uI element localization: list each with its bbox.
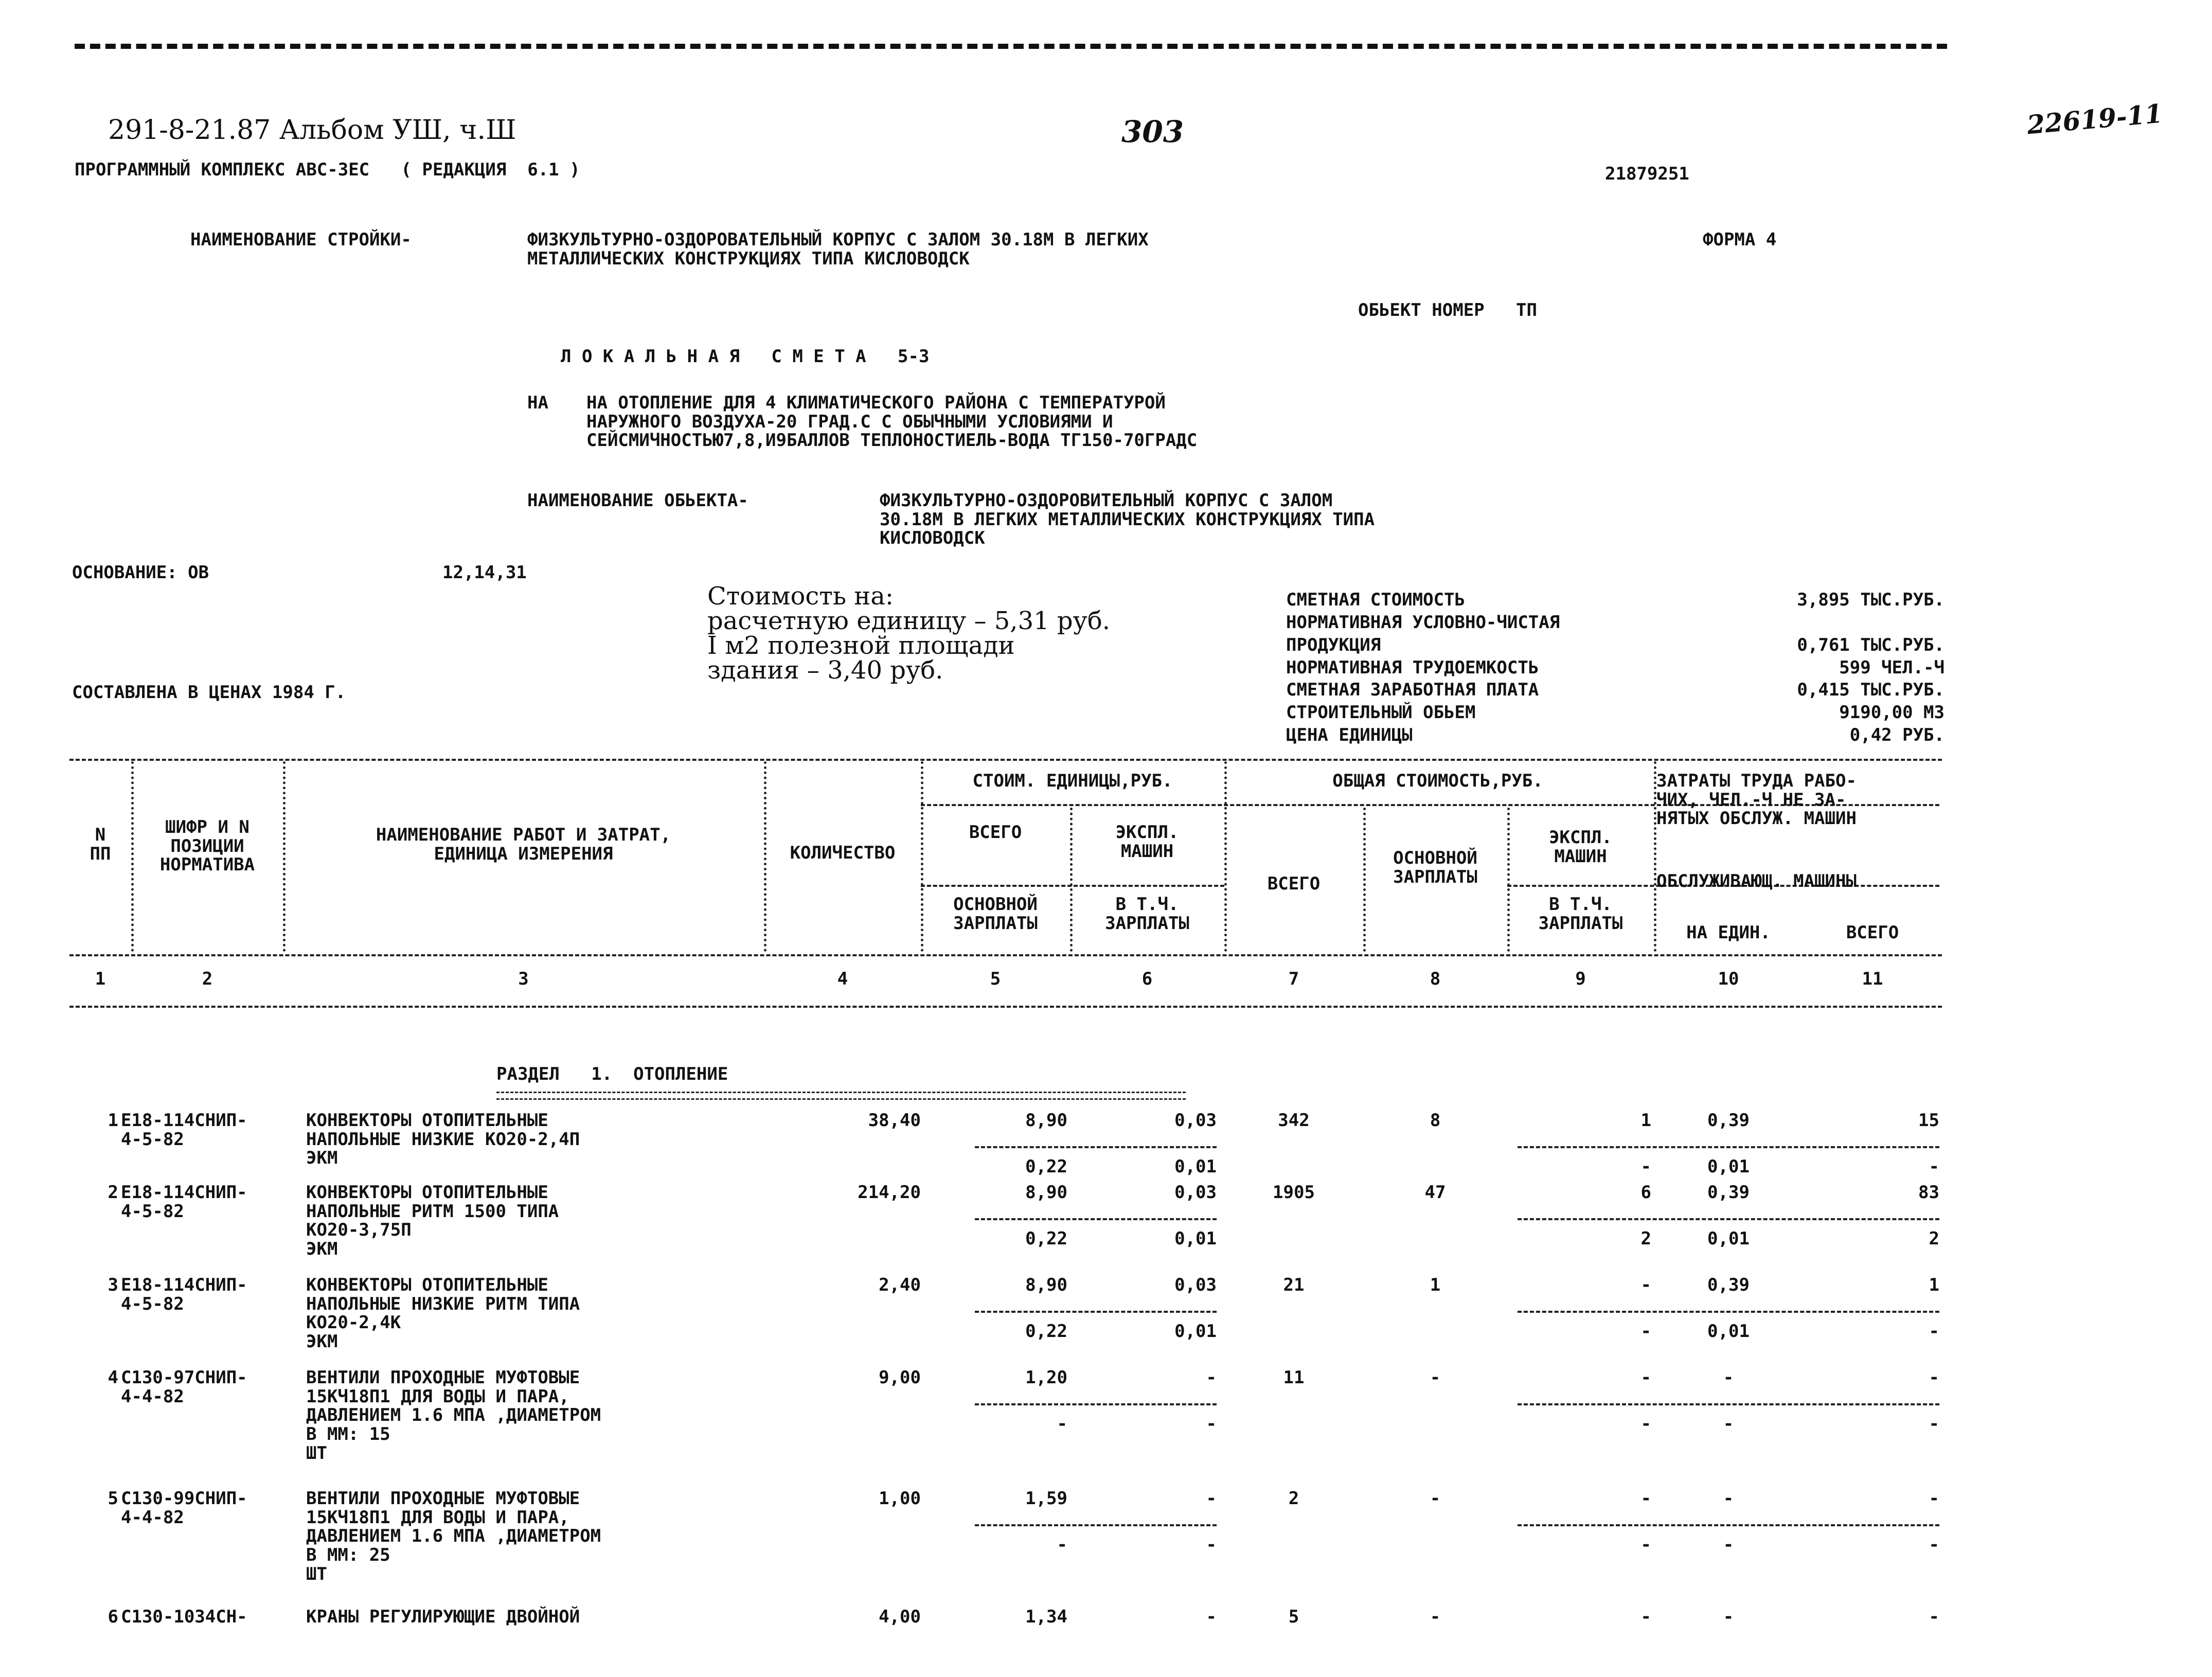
- row-sum-wages: -: [1430, 1488, 1441, 1509]
- row-unit-machines: -: [1206, 1607, 1217, 1627]
- row-unit-machines: -: [1206, 1488, 1217, 1509]
- row-sum-total: 21: [1283, 1275, 1305, 1295]
- row-sum-machines: -: [1640, 1607, 1651, 1627]
- col-header-10: НА ЕДИН.: [1686, 922, 1771, 943]
- row-unit-total: 1,59: [1025, 1488, 1067, 1509]
- row-labor-total-machines: -: [1929, 1535, 1939, 1555]
- row-labor-total-machines: -: [1929, 1156, 1939, 1177]
- section-title: РАЗДЕЛ 1. ОТОПЛЕНИЕ: [496, 1064, 728, 1084]
- col-header-n: N ПП: [90, 825, 111, 864]
- row-labor-total: 83: [1918, 1182, 1939, 1203]
- section-underline: [496, 1092, 1186, 1100]
- col-header-11: ВСЕГО: [1846, 922, 1899, 943]
- row-sum-total: 1905: [1273, 1182, 1315, 1203]
- row-unit-machines: -: [1206, 1367, 1217, 1388]
- row-name: ВЕНТИЛИ ПРОХОДНЫЕ МУФТОВЫЕ 15КЧ18П1 ДЛЯ ВОДЫ И ПАРА, ДАВЛЕНИЕМ 1.6 МПА ,ДИАМЕТРОМ В ММ: 25 ШТ: [306, 1488, 601, 1584]
- col-header-5b: ОСНОВНОЙ ЗАРПЛАТЫ: [953, 894, 1038, 934]
- row-sum-machine-wages: -: [1640, 1156, 1651, 1177]
- row-sum-total: 11: [1283, 1367, 1305, 1388]
- col-header-9a: ЭКСПЛ. МАШИН: [1549, 827, 1612, 867]
- row-code: Е18-114СНИП- 4-5-82: [121, 1275, 247, 1314]
- estimate-title: Л О К А Л Ь Н А Я С М Е Т А 5-3: [561, 346, 930, 367]
- prices-label: СОСТАВЛЕНА В ЦЕНАХ 1984 Г.: [72, 682, 346, 703]
- row-subrule: [1518, 1311, 1939, 1313]
- row-sum-machine-wages: 2: [1640, 1228, 1651, 1249]
- row-name: КРАНЫ РЕГУЛИРУЮЩИЕ ДВОЙНОЙ: [306, 1607, 580, 1627]
- estimate-on-label: НА: [527, 393, 548, 413]
- row-number: 5: [108, 1488, 118, 1509]
- col-number: 9: [1575, 969, 1586, 989]
- row-sum-wages: 8: [1430, 1110, 1441, 1131]
- row-subrule: [975, 1218, 1217, 1220]
- row-labor-unit: 0,39: [1707, 1275, 1750, 1295]
- row-code: Е18-114СНИП- 4-5-82: [121, 1110, 247, 1150]
- row-unit-machine-wages: 0,01: [1174, 1228, 1217, 1249]
- row-sum-machine-wages: -: [1640, 1321, 1651, 1342]
- table-rule-top: [69, 759, 1942, 761]
- row-sum-machines: 6: [1640, 1182, 1651, 1203]
- row-number: 3: [108, 1275, 118, 1295]
- row-labor-total: -: [1929, 1607, 1939, 1627]
- basis-value: 12,14,31: [442, 562, 527, 583]
- col-header-9b: В Т.Ч. ЗАРПЛАТЫ: [1538, 894, 1623, 934]
- construction-name: ФИЗКУЛЬТУРНО-ОЗДОРОВАТЕЛЬНЫЙ КОРПУС С ЗАЛОМ 30.18М В ЛЕГКИХ МЕТАЛЛИЧЕСКИХ КОНСТРУКЦИЯХ ТИПА КИСЛОВОДСК: [527, 229, 1149, 269]
- row-unit-machines: 0,03: [1174, 1110, 1217, 1131]
- object-name: ФИЗКУЛЬТУРНО-ОЗДОРОВИТЕЛЬНЫЙ КОРПУС С ЗАЛОМ 30.18М В ЛЕГКИХ МЕТАЛЛИЧЕСКИХ КОНСТРУКЦИЯХ ТИПА КИСЛОВОДСК: [880, 490, 1375, 549]
- col-header-5a: ВСЕГО: [969, 822, 1022, 843]
- top-dashed-border: [75, 44, 1947, 49]
- table-rule-sub2: [921, 885, 1224, 887]
- col-number: 10: [1718, 969, 1739, 989]
- doc-number: 21879251: [1605, 164, 1689, 184]
- row-unit-wages: -: [1057, 1414, 1067, 1434]
- row-sum-total: 342: [1278, 1110, 1310, 1131]
- row-subrule: [1518, 1218, 1939, 1220]
- row-quantity: 9,00: [879, 1367, 921, 1388]
- row-labor-unit: -: [1723, 1607, 1734, 1627]
- object-label: НАИМЕНОВАНИЕ ОБЬЕКТА-: [527, 490, 748, 511]
- row-quantity: 38,40: [868, 1110, 921, 1131]
- row-sum-machine-wages: -: [1640, 1535, 1651, 1555]
- row-unit-machine-wages: -: [1206, 1535, 1217, 1555]
- row-unit-wages: 0,22: [1025, 1156, 1067, 1177]
- row-subrule: [1518, 1403, 1939, 1405]
- col-number: 6: [1141, 969, 1153, 989]
- row-subrule: [975, 1524, 1217, 1526]
- col-header-6b: В Т.Ч. ЗАРПЛАТЫ: [1105, 894, 1189, 934]
- construction-label: НАИМЕНОВАНИЕ СТРОЙКИ-: [190, 229, 412, 250]
- col-header-7: ВСЕГО: [1267, 873, 1321, 894]
- col-header-6a: ЭКСПЛ. МАШИН: [1115, 822, 1179, 862]
- row-name: ВЕНТИЛИ ПРОХОДНЫЕ МУФТОВЫЕ 15КЧ18П1 ДЛЯ ВОДЫ И ПАРА, ДАВЛЕНИЕМ 1.6 МПА ,ДИАМЕТРОМ В ММ: 15 ШТ: [306, 1367, 601, 1464]
- row-number: 6: [108, 1607, 118, 1627]
- table-rule-numbers-bottom: [69, 1006, 1942, 1008]
- row-sum-machines: -: [1640, 1275, 1651, 1295]
- col-header-labor: ЗАТРАТЫ ТРУДА РАБО- ЧИХ, ЧЕЛ.-Ч НЕ ЗА- НЯТЫХ ОБСЛУЖ. МАШИН: [1656, 771, 1857, 829]
- row-number: 2: [108, 1182, 118, 1203]
- row-unit-machines: 0,03: [1174, 1275, 1217, 1295]
- row-unit-total: 1,34: [1025, 1607, 1067, 1627]
- form-label: ФОРМА 4: [1703, 229, 1777, 250]
- album-reference: 291-8-21.87 Альбом УШ, ч.Ш: [108, 115, 516, 146]
- row-unit-wages: -: [1057, 1535, 1067, 1555]
- row-unit-total: 8,90: [1025, 1275, 1067, 1295]
- row-labor-unit-machines: 0,01: [1707, 1228, 1750, 1249]
- row-labor-total-machines: -: [1929, 1414, 1939, 1434]
- row-sum-wages: -: [1430, 1607, 1441, 1627]
- row-sum-wages: 1: [1430, 1275, 1441, 1295]
- row-labor-total: 1: [1929, 1275, 1939, 1295]
- row-quantity: 1,00: [879, 1488, 921, 1509]
- row-unit-machines: 0,03: [1174, 1182, 1217, 1203]
- row-labor-unit-machines: -: [1723, 1535, 1734, 1555]
- program-line: ПРОГРАММНЫЙ КОМПЛЕКС АВС-3ЕС ( РЕДАКЦИЯ 6.1 ): [75, 159, 580, 180]
- col-number: 4: [837, 969, 848, 989]
- row-unit-total: 8,90: [1025, 1110, 1067, 1131]
- row-subrule: [1518, 1524, 1939, 1526]
- row-code: С130-97СНИП- 4-4-82: [121, 1367, 247, 1407]
- row-number: 4: [108, 1367, 118, 1388]
- handwritten-code: 22619-11: [2025, 98, 2164, 140]
- col-number: 5: [990, 969, 1001, 989]
- row-code: Е18-114СНИП- 4-5-82: [121, 1182, 247, 1222]
- row-labor-unit-machines: 0,01: [1707, 1156, 1750, 1177]
- col-header-8: ОСНОВНОЙ ЗАРПЛАТЫ: [1393, 848, 1477, 887]
- row-labor-unit: -: [1723, 1367, 1734, 1388]
- row-name: КОНВЕКТОРЫ ОТОПИТЕЛЬНЫЕ НАПОЛЬНЫЕ НИЗКИЕ КО20-2,4П ЭКМ: [306, 1110, 580, 1169]
- page-number: 303: [1121, 114, 1184, 149]
- basis-label: ОСНОВАНИЕ: ОВ: [72, 562, 209, 583]
- row-labor-unit-machines: -: [1723, 1414, 1734, 1434]
- summary-labels: СМЕТНАЯ СТОИМОСТЬ НОРМАТИВНАЯ УСЛОВНО-ЧИСТАЯ ПРОДУКЦИЯ НОРМАТИВНАЯ ТРУДОЕМКОСТЬ СМЕТНАЯ ЗАРАБОТНАЯ ПЛАТА СТРОИТЕЛЬНЫЙ ОБЬЕМ ЦЕНА ЕДИНИЦЫ: [1286, 590, 1560, 746]
- col-header-unit-cost: СТОИМ. ЕДИНИЦЫ,РУБ.: [972, 771, 1173, 791]
- row-sum-wages: 47: [1424, 1182, 1446, 1203]
- col-header-total-cost: ОБЩАЯ СТОИМОСТЬ,РУБ.: [1332, 771, 1543, 791]
- col-header-name: НАИМЕНОВАНИЕ РАБОТ И ЗАТРАТ, ЕДИНИЦА ИЗМЕРЕНИЯ: [376, 825, 671, 864]
- row-labor-total: -: [1929, 1367, 1939, 1388]
- row-unit-wages: 0,22: [1025, 1321, 1067, 1342]
- row-sum-machines: 1: [1640, 1110, 1651, 1131]
- row-unit-wages: 0,22: [1025, 1228, 1067, 1249]
- row-code: С130-1034СН-: [121, 1607, 247, 1627]
- row-unit-machine-wages: -: [1206, 1414, 1217, 1434]
- row-sum-total: 2: [1288, 1488, 1299, 1509]
- row-labor-total: -: [1929, 1488, 1939, 1509]
- row-unit-machine-wages: 0,01: [1174, 1321, 1217, 1342]
- row-name: КОНВЕКТОРЫ ОТОПИТЕЛЬНЫЕ НАПОЛЬНЫЕ НИЗКИЕ РИТМ ТИПА КО20-2,4К ЭКМ: [306, 1275, 580, 1352]
- row-unit-total: 1,20: [1025, 1367, 1067, 1388]
- col-number: 3: [518, 969, 529, 989]
- col-number: 11: [1862, 969, 1883, 989]
- col-header-labor-machines: ОБСЛУЖИВАЮЩ. МАШИНЫ: [1656, 871, 1857, 891]
- row-sum-machines: -: [1640, 1367, 1651, 1388]
- row-labor-total: 15: [1918, 1110, 1939, 1131]
- row-subrule: [1518, 1146, 1939, 1148]
- row-labor-unit: 0,39: [1707, 1110, 1750, 1131]
- row-unit-machine-wages: 0,01: [1174, 1156, 1217, 1177]
- col-number: 2: [202, 969, 213, 989]
- col-header-qty: КОЛИЧЕСТВО: [790, 843, 896, 863]
- row-labor-unit: -: [1723, 1488, 1734, 1509]
- row-quantity: 4,00: [879, 1607, 921, 1627]
- object-number: ОБЬЕКТ НОМЕР ТП: [1358, 300, 1537, 320]
- col-header-code: ШИФР И N ПОЗИЦИИ НОРМАТИВА: [159, 817, 255, 876]
- row-subrule: [975, 1311, 1217, 1313]
- row-sum-machine-wages: -: [1640, 1414, 1651, 1434]
- table-rule-header-bottom: [69, 954, 1942, 956]
- col-number: 7: [1288, 969, 1299, 989]
- row-number: 1: [108, 1110, 118, 1131]
- cost-note: Стоимость на: расчетную единицу – 5,31 руб. I м2 полезной площади здания – 3,40 руб.: [707, 582, 1111, 685]
- row-sum-wages: -: [1430, 1367, 1441, 1388]
- row-labor-unit: 0,39: [1707, 1182, 1750, 1203]
- col-number: 1: [95, 969, 106, 989]
- row-sum-machines: -: [1640, 1488, 1651, 1509]
- row-labor-total-machines: -: [1929, 1321, 1939, 1342]
- row-subrule: [975, 1403, 1217, 1405]
- row-subrule: [975, 1146, 1217, 1148]
- col-number: 8: [1430, 969, 1441, 989]
- row-sum-total: 5: [1288, 1607, 1299, 1627]
- row-name: КОНВЕКТОРЫ ОТОПИТЕЛЬНЫЕ НАПОЛЬНЫЕ РИТМ 1500 ТИПА КО20-3,75П ЭКМ: [306, 1182, 559, 1260]
- row-quantity: 2,40: [879, 1275, 921, 1295]
- row-code: С130-99СНИП- 4-4-82: [121, 1488, 247, 1528]
- row-unit-total: 8,90: [1025, 1182, 1067, 1203]
- row-quantity: 214,20: [858, 1182, 921, 1203]
- row-labor-total-machines: 2: [1929, 1228, 1939, 1249]
- summary-values: 3,895 ТЫС.РУБ. 0,761 ТЫС.РУБ. 599 ЧЕЛ.-Ч 0,415 ТЫС.РУБ. 9190,00 М3 0,42 РУБ.: [1797, 590, 1945, 746]
- estimate-subject: НА ОТОПЛЕНИЕ ДЛЯ 4 КЛИМАТИЧЕСКОГО РАЙОНА С ТЕМПЕРАТУРОЙ НАРУЖНОГО ВОЗДУХА-20 ГРАД.С С ОБЫЧНЫМИ УСЛОВИЯМИ И СЕЙСМИЧНОСТЬЮ7,8,И9БАЛЛОВ ТЕПЛОНОСТИЕЛЬ-ВОДА ТГ150-70ГРАДС: [586, 393, 1198, 451]
- row-labor-unit-machines: 0,01: [1707, 1321, 1750, 1342]
